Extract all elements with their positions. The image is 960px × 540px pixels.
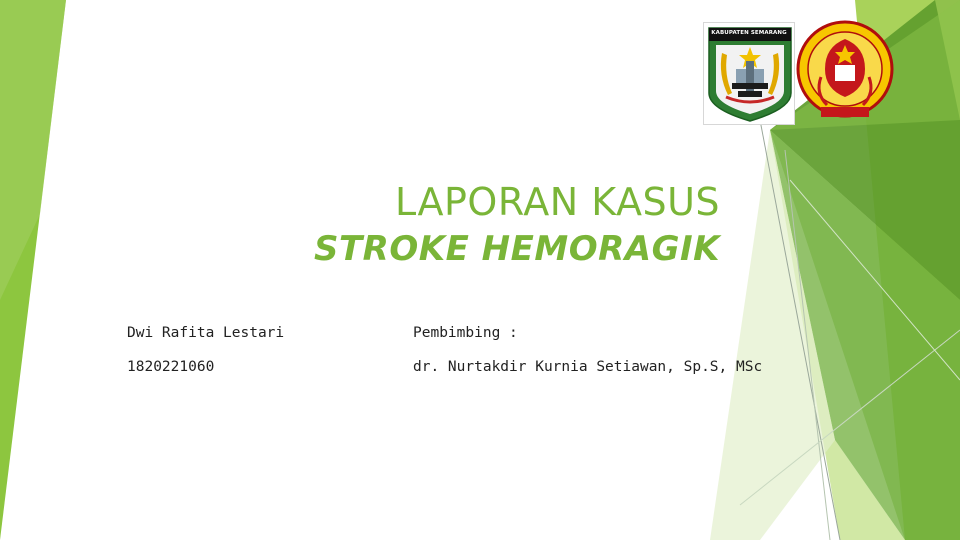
supervisor-name: dr. Nurtakdir Kurnia Setiawan, Sp.S, MSc bbox=[413, 359, 763, 375]
regency-banner-text: KABUPATEN SEMARANG bbox=[711, 30, 787, 36]
supervisor-label: Pembimbing : bbox=[413, 325, 518, 341]
author-name: Dwi Rafita Lestari bbox=[127, 325, 285, 341]
university-emblem-icon bbox=[795, 17, 895, 125]
author-id-number: 1820221060 bbox=[127, 359, 215, 375]
title-line-1: LAPORAN KASUS bbox=[394, 180, 720, 224]
slide-title bbox=[240, 178, 720, 272]
title-line-2: STROKE HEMORAGIK bbox=[314, 229, 720, 269]
regency-logo bbox=[703, 22, 795, 125]
regency-crest-icon bbox=[706, 25, 794, 124]
